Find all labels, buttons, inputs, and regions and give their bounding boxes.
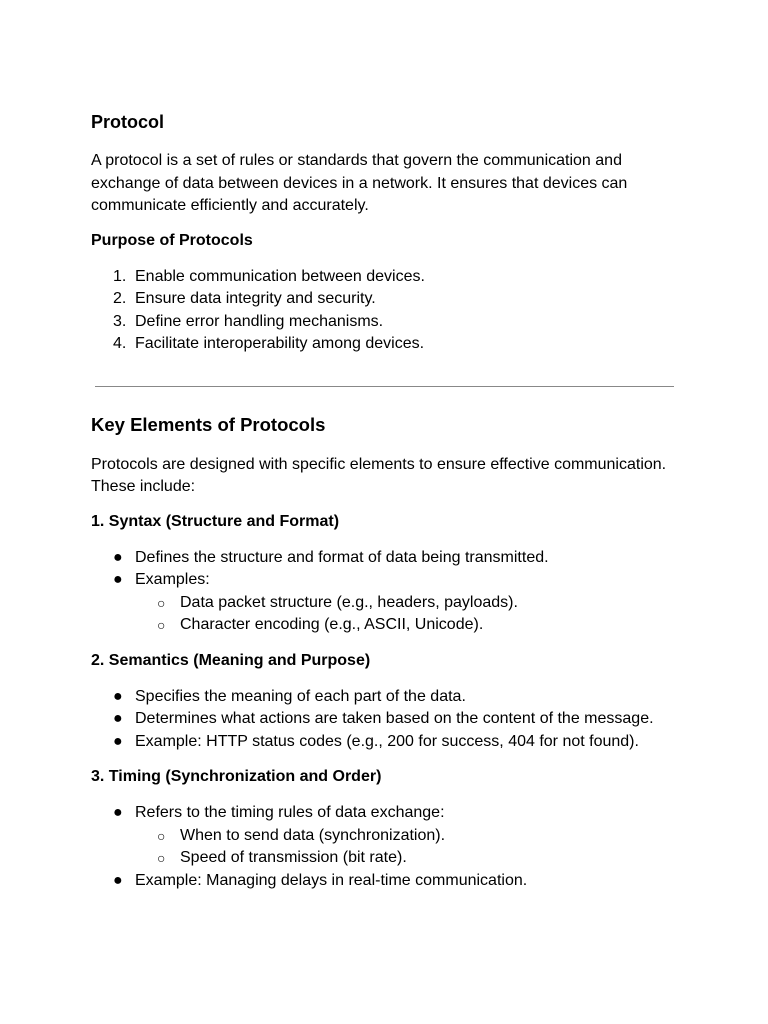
- list-item-text: Example: HTTP status codes (e.g., 200 for success, 404 for not found).: [135, 732, 639, 750]
- list-number: 3.: [113, 312, 127, 330]
- list-item: [91, 333, 683, 356]
- intro-paragraph: A protocol is a set of rules or standards that govern the communication and exchange of data between devices in a network. It ensures that devices can communicate efficiently and accurately.: [91, 152, 628, 214]
- list-item-text: Refers to the timing rules of data exchange:: [135, 804, 445, 821]
- list-item-text: Determines what actions are taken based on the content of the message.: [135, 710, 654, 727]
- list-item-text: Enable communication between devices.: [135, 267, 425, 285]
- list-item: [135, 847, 683, 870]
- circle-bullet-icon: ○: [157, 594, 166, 611]
- list-item-text: Defines the structure and format of data being transmitted.: [135, 548, 549, 566]
- list-item: [135, 614, 683, 637]
- list-item: [91, 870, 683, 893]
- timing-heading: 3. Timing (Synchronization and Order): [91, 768, 382, 785]
- list-item: [91, 569, 683, 637]
- list-item: [135, 825, 683, 848]
- bullet-icon: ●: [113, 732, 123, 750]
- bullet-icon: ●: [113, 687, 123, 705]
- purpose-heading: Purpose of Protocols: [91, 231, 253, 249]
- semantics-list: [91, 686, 683, 754]
- bullet-icon: ●: [113, 548, 123, 566]
- list-item: [91, 686, 683, 709]
- list-item: [91, 288, 683, 311]
- semantics-heading: 2. Semantics (Meaning and Purpose): [91, 651, 371, 669]
- list-number: 4.: [113, 335, 127, 352]
- horizontal-divider: [95, 386, 674, 387]
- syntax-sub-list: [135, 592, 683, 637]
- bullet-icon: ●: [113, 804, 123, 821]
- bullet-icon: ●: [113, 710, 123, 727]
- timing-sub-list: [135, 825, 683, 870]
- key-elements-intro: Protocols are designed with specific elements to ensure effective communication. These include:: [91, 455, 667, 495]
- purpose-list: [91, 266, 683, 356]
- bullet-icon: ●: [113, 871, 123, 889]
- syntax-list: [91, 547, 683, 637]
- list-number: 1.: [113, 267, 127, 285]
- key-elements-heading: Key Elements of Protocols: [91, 413, 326, 435]
- list-item-text: Facilitate interoperability among devices.: [135, 335, 425, 352]
- bullet-icon: ●: [113, 571, 123, 588]
- list-item-text: Speed of transmission (bit rate).: [180, 849, 407, 866]
- list-item-text: Character encoding (e.g., ASCII, Unicode).: [180, 616, 484, 633]
- circle-bullet-icon: ○: [157, 617, 166, 633]
- timing-list: [91, 802, 683, 892]
- circle-bullet-icon: ○: [157, 827, 166, 844]
- document-page: [91, 110, 683, 906]
- circle-bullet-icon: ○: [157, 850, 166, 866]
- list-item: [135, 592, 683, 615]
- list-item-text: When to send data (synchronization).: [180, 826, 446, 844]
- list-item-text: Examples:: [135, 571, 210, 588]
- page-title: Protocol: [91, 112, 165, 132]
- list-item-text: Define error handling mechanisms.: [135, 312, 384, 330]
- list-item: [91, 266, 683, 289]
- list-item: [91, 547, 683, 570]
- syntax-heading: 1. Syntax (Structure and Format): [91, 512, 340, 530]
- list-item-text: Specifies the meaning of each part of the data.: [135, 687, 466, 705]
- list-item: [91, 731, 683, 754]
- list-item-text: Example: Managing delays in real-time communication.: [135, 871, 528, 889]
- list-item: [91, 311, 683, 334]
- list-item: [91, 802, 683, 870]
- list-item: [91, 708, 683, 731]
- list-number: 2.: [113, 290, 127, 307]
- list-item-text: Ensure data integrity and security.: [135, 290, 376, 307]
- list-item-text: Data packet structure (e.g., headers, payloads).: [180, 593, 518, 611]
